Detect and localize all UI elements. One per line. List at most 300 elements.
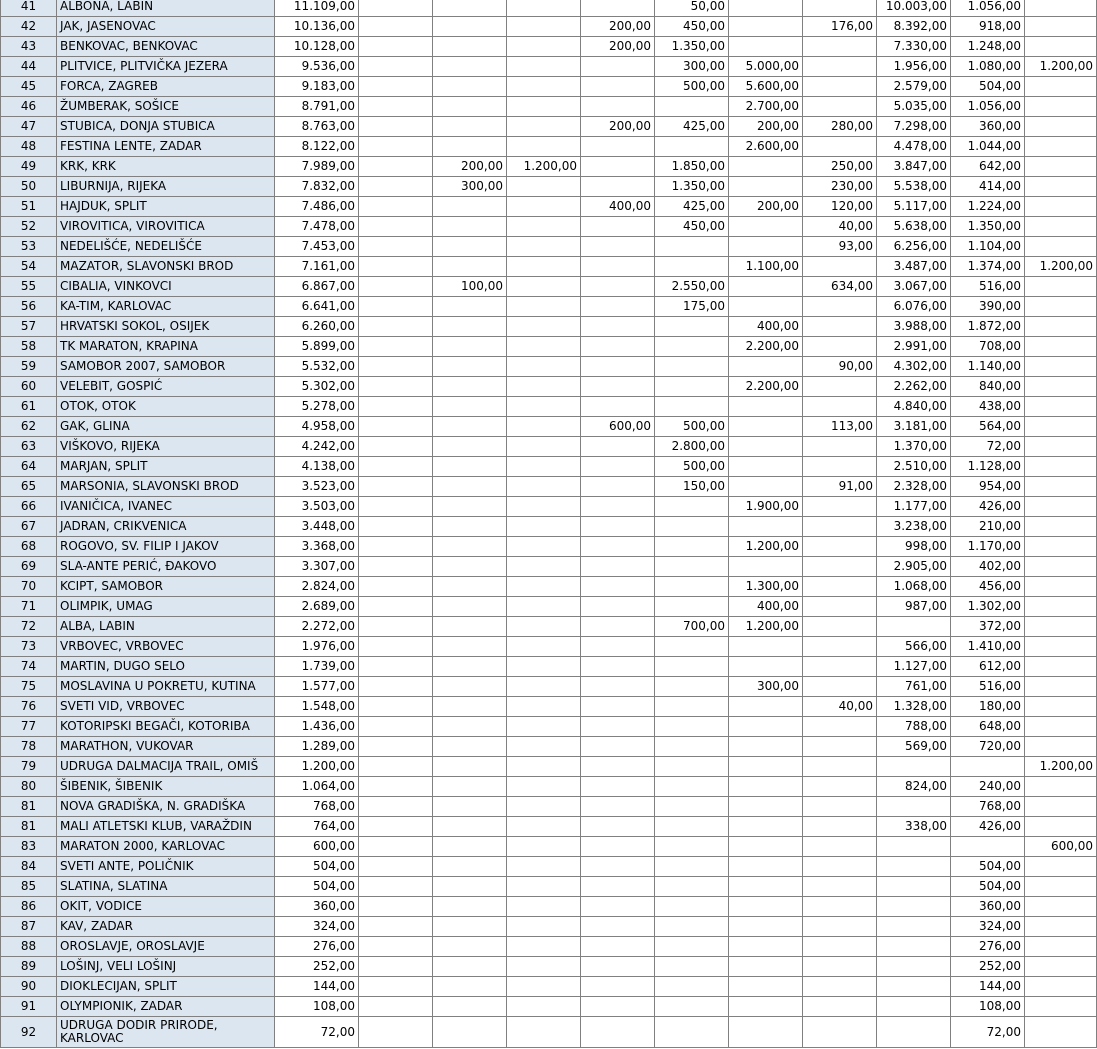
points-cell bbox=[877, 797, 951, 817]
rank-cell: 66 bbox=[1, 497, 57, 517]
points-cell bbox=[507, 497, 581, 517]
points-cell bbox=[507, 1017, 581, 1048]
total-points-cell: 1.064,00 bbox=[275, 777, 359, 797]
points-cell bbox=[359, 277, 433, 297]
points-cell bbox=[433, 137, 507, 157]
club-name-cell: MARATON 2000, KARLOVAC bbox=[57, 837, 275, 857]
points-cell: 2.328,00 bbox=[877, 477, 951, 497]
points-cell bbox=[507, 537, 581, 557]
points-cell bbox=[729, 817, 803, 837]
points-cell bbox=[433, 817, 507, 837]
points-cell bbox=[507, 77, 581, 97]
points-cell: 7.330,00 bbox=[877, 37, 951, 57]
points-cell bbox=[433, 377, 507, 397]
points-cell bbox=[581, 377, 655, 397]
points-cell bbox=[359, 997, 433, 1017]
points-cell: 300,00 bbox=[433, 177, 507, 197]
total-points-cell: 764,00 bbox=[275, 817, 359, 837]
points-cell: 998,00 bbox=[877, 537, 951, 557]
table-row bbox=[1, 137, 1097, 157]
total-points-cell: 768,00 bbox=[275, 797, 359, 817]
club-name-cell: MARATHON, VUKOVAR bbox=[57, 737, 275, 757]
points-cell: 569,00 bbox=[877, 737, 951, 757]
points-cell bbox=[433, 317, 507, 337]
points-cell bbox=[655, 237, 729, 257]
points-cell bbox=[729, 217, 803, 237]
club-name-cell: HRVATSKI SOKOL, OSIJEK bbox=[57, 317, 275, 337]
points-cell: 456,00 bbox=[951, 577, 1025, 597]
points-cell bbox=[581, 477, 655, 497]
total-points-cell: 8.122,00 bbox=[275, 137, 359, 157]
table-row bbox=[1, 857, 1097, 877]
points-cell bbox=[581, 537, 655, 557]
points-cell: 2.991,00 bbox=[877, 337, 951, 357]
points-cell bbox=[359, 0, 433, 17]
points-cell bbox=[1025, 877, 1097, 897]
points-cell bbox=[581, 817, 655, 837]
points-cell bbox=[581, 917, 655, 937]
club-name-cell: GAK, GLINA bbox=[57, 417, 275, 437]
points-cell bbox=[729, 0, 803, 17]
points-cell bbox=[1025, 157, 1097, 177]
points-cell bbox=[507, 797, 581, 817]
points-cell bbox=[803, 717, 877, 737]
points-cell bbox=[655, 917, 729, 937]
club-name-cell: SLA-ANTE PERIĆ, ĐAKOVO bbox=[57, 557, 275, 577]
points-cell bbox=[433, 217, 507, 237]
points-cell: 1.872,00 bbox=[951, 317, 1025, 337]
points-cell bbox=[655, 877, 729, 897]
points-cell bbox=[507, 817, 581, 837]
points-cell bbox=[803, 497, 877, 517]
points-cell bbox=[729, 637, 803, 657]
points-cell: 1.177,00 bbox=[877, 497, 951, 517]
points-cell bbox=[877, 977, 951, 997]
points-cell: 40,00 bbox=[803, 697, 877, 717]
table-row bbox=[1, 297, 1097, 317]
table-row bbox=[1, 897, 1097, 917]
points-cell bbox=[359, 877, 433, 897]
club-name-cell: VRBOVEC, VRBOVEC bbox=[57, 637, 275, 657]
total-points-cell: 7.989,00 bbox=[275, 157, 359, 177]
rank-cell: 46 bbox=[1, 97, 57, 117]
rank-cell: 84 bbox=[1, 857, 57, 877]
rank-cell: 42 bbox=[1, 17, 57, 37]
table-row bbox=[1, 97, 1097, 117]
total-points-cell: 7.453,00 bbox=[275, 237, 359, 257]
rank-cell: 85 bbox=[1, 877, 57, 897]
points-cell bbox=[655, 997, 729, 1017]
points-cell bbox=[359, 737, 433, 757]
points-cell bbox=[433, 877, 507, 897]
club-name-cell: STUBICA, DONJA STUBICA bbox=[57, 117, 275, 137]
points-cell bbox=[803, 857, 877, 877]
points-cell bbox=[655, 557, 729, 577]
points-cell bbox=[507, 577, 581, 597]
points-cell bbox=[359, 617, 433, 637]
club-name-cell: KOTORIPSKI BEGAČI, KOTORIBA bbox=[57, 717, 275, 737]
points-cell bbox=[729, 837, 803, 857]
points-cell bbox=[877, 897, 951, 917]
points-cell bbox=[507, 777, 581, 797]
points-cell bbox=[803, 537, 877, 557]
points-cell: 504,00 bbox=[951, 857, 1025, 877]
points-cell bbox=[581, 337, 655, 357]
rank-cell: 45 bbox=[1, 77, 57, 97]
points-cell bbox=[359, 457, 433, 477]
points-cell bbox=[655, 717, 729, 737]
points-cell bbox=[655, 377, 729, 397]
points-cell: 175,00 bbox=[655, 297, 729, 317]
table-row bbox=[1, 1017, 1097, 1048]
points-cell: 176,00 bbox=[803, 17, 877, 37]
points-cell: 324,00 bbox=[951, 917, 1025, 937]
points-cell bbox=[803, 57, 877, 77]
points-cell bbox=[877, 837, 951, 857]
points-cell bbox=[803, 457, 877, 477]
points-cell bbox=[359, 17, 433, 37]
total-points-cell: 7.486,00 bbox=[275, 197, 359, 217]
points-cell bbox=[729, 937, 803, 957]
points-cell bbox=[507, 337, 581, 357]
points-cell: 1.956,00 bbox=[877, 57, 951, 77]
table-row bbox=[1, 997, 1097, 1017]
points-cell bbox=[581, 897, 655, 917]
points-cell bbox=[507, 737, 581, 757]
points-cell bbox=[433, 397, 507, 417]
points-cell: 5.035,00 bbox=[877, 97, 951, 117]
points-cell bbox=[655, 537, 729, 557]
points-cell bbox=[877, 917, 951, 937]
club-name-cell: VIROVITICA, VIROVITICA bbox=[57, 217, 275, 237]
points-cell: 1.200,00 bbox=[507, 157, 581, 177]
points-cell bbox=[877, 1017, 951, 1048]
points-cell: 824,00 bbox=[877, 777, 951, 797]
club-name-cell: ALBONA, LABIN bbox=[57, 0, 275, 17]
points-cell: 2.600,00 bbox=[729, 137, 803, 157]
points-cell: 180,00 bbox=[951, 697, 1025, 717]
table-row bbox=[1, 677, 1097, 697]
points-cell bbox=[803, 0, 877, 17]
table-row bbox=[1, 217, 1097, 237]
points-cell bbox=[359, 857, 433, 877]
points-cell bbox=[507, 0, 581, 17]
points-cell: 50,00 bbox=[655, 0, 729, 17]
table-row bbox=[1, 757, 1097, 777]
points-cell bbox=[877, 957, 951, 977]
points-cell bbox=[581, 457, 655, 477]
points-cell bbox=[359, 897, 433, 917]
points-cell bbox=[1025, 477, 1097, 497]
total-points-cell: 3.368,00 bbox=[275, 537, 359, 557]
points-cell bbox=[359, 417, 433, 437]
points-cell bbox=[655, 977, 729, 997]
total-points-cell: 5.302,00 bbox=[275, 377, 359, 397]
points-cell bbox=[1025, 97, 1097, 117]
points-cell bbox=[359, 437, 433, 457]
rank-cell: 49 bbox=[1, 157, 57, 177]
club-name-cell: MARSONIA, SLAVONSKI BROD bbox=[57, 477, 275, 497]
points-cell bbox=[655, 1017, 729, 1048]
total-points-cell: 9.183,00 bbox=[275, 77, 359, 97]
rank-cell: 74 bbox=[1, 657, 57, 677]
points-cell bbox=[359, 297, 433, 317]
club-name-cell: OROSLAVJE, OROSLAVJE bbox=[57, 937, 275, 957]
points-cell: 1.100,00 bbox=[729, 257, 803, 277]
points-cell bbox=[729, 457, 803, 477]
rank-cell: 76 bbox=[1, 697, 57, 717]
points-cell: 4.840,00 bbox=[877, 397, 951, 417]
points-cell bbox=[655, 637, 729, 657]
points-cell bbox=[359, 697, 433, 717]
rank-cell: 83 bbox=[1, 837, 57, 857]
points-cell: 1.224,00 bbox=[951, 197, 1025, 217]
points-cell bbox=[1025, 1017, 1097, 1048]
points-cell bbox=[729, 557, 803, 577]
points-cell bbox=[803, 737, 877, 757]
club-name-cell: ROGOVO, SV. FILIP I JAKOV bbox=[57, 537, 275, 557]
points-cell: 500,00 bbox=[655, 77, 729, 97]
points-cell: 566,00 bbox=[877, 637, 951, 657]
points-cell bbox=[507, 397, 581, 417]
total-points-cell: 1.289,00 bbox=[275, 737, 359, 757]
points-cell: 1.248,00 bbox=[951, 37, 1025, 57]
rank-cell: 50 bbox=[1, 177, 57, 197]
points-cell bbox=[581, 557, 655, 577]
points-cell bbox=[507, 297, 581, 317]
table-row bbox=[1, 357, 1097, 377]
points-cell bbox=[433, 497, 507, 517]
total-points-cell: 11.109,00 bbox=[275, 0, 359, 17]
points-cell bbox=[581, 237, 655, 257]
points-cell bbox=[729, 177, 803, 197]
total-points-cell: 3.307,00 bbox=[275, 557, 359, 577]
points-cell: 500,00 bbox=[655, 457, 729, 477]
points-cell bbox=[433, 597, 507, 617]
points-cell: 360,00 bbox=[951, 897, 1025, 917]
club-name-cell: JAK, JASENOVAC bbox=[57, 17, 275, 37]
total-points-cell: 1.577,00 bbox=[275, 677, 359, 697]
points-cell bbox=[359, 97, 433, 117]
points-cell: 3.847,00 bbox=[877, 157, 951, 177]
table-row bbox=[1, 837, 1097, 857]
points-cell bbox=[1025, 37, 1097, 57]
points-cell bbox=[507, 517, 581, 537]
total-points-cell: 9.536,00 bbox=[275, 57, 359, 77]
points-cell bbox=[803, 817, 877, 837]
table-row bbox=[1, 637, 1097, 657]
points-cell: 6.076,00 bbox=[877, 297, 951, 317]
points-cell bbox=[359, 677, 433, 697]
total-points-cell: 1.739,00 bbox=[275, 657, 359, 677]
total-points-cell: 5.899,00 bbox=[275, 337, 359, 357]
points-cell bbox=[359, 197, 433, 217]
points-cell: 240,00 bbox=[951, 777, 1025, 797]
table-row bbox=[1, 177, 1097, 197]
points-cell bbox=[433, 257, 507, 277]
points-cell bbox=[803, 337, 877, 357]
points-cell bbox=[359, 217, 433, 237]
total-points-cell: 324,00 bbox=[275, 917, 359, 937]
points-cell bbox=[581, 577, 655, 597]
points-cell bbox=[803, 377, 877, 397]
points-cell: 2.200,00 bbox=[729, 377, 803, 397]
table-row bbox=[1, 977, 1097, 997]
club-name-cell: JADRAN, CRIKVENICA bbox=[57, 517, 275, 537]
points-cell: 90,00 bbox=[803, 357, 877, 377]
points-cell bbox=[655, 797, 729, 817]
points-cell bbox=[507, 417, 581, 437]
rank-cell: 51 bbox=[1, 197, 57, 217]
table-row bbox=[1, 717, 1097, 737]
points-cell: 1.350,00 bbox=[655, 37, 729, 57]
points-cell: 10.003,00 bbox=[877, 0, 951, 17]
points-cell: 768,00 bbox=[951, 797, 1025, 817]
club-name-cell: MOSLAVINA U POKRETU, KUTINA bbox=[57, 677, 275, 697]
points-cell bbox=[359, 977, 433, 997]
club-name-cell: OTOK, OTOK bbox=[57, 397, 275, 417]
points-cell bbox=[729, 737, 803, 757]
points-cell: 150,00 bbox=[655, 477, 729, 497]
points-cell bbox=[581, 257, 655, 277]
club-name-cell: NOVA GRADIŠKA, N. GRADIŠKA bbox=[57, 797, 275, 817]
points-cell bbox=[803, 637, 877, 657]
rank-cell: 52 bbox=[1, 217, 57, 237]
points-cell bbox=[433, 577, 507, 597]
points-cell bbox=[1025, 377, 1097, 397]
points-cell: 120,00 bbox=[803, 197, 877, 217]
club-name-cell: LOŠINJ, VELI LOŠINJ bbox=[57, 957, 275, 977]
points-cell bbox=[433, 957, 507, 977]
points-cell: 3.988,00 bbox=[877, 317, 951, 337]
rank-cell: 48 bbox=[1, 137, 57, 157]
points-cell: 2.579,00 bbox=[877, 77, 951, 97]
points-cell: 300,00 bbox=[729, 677, 803, 697]
total-points-cell: 10.128,00 bbox=[275, 37, 359, 57]
points-cell bbox=[433, 997, 507, 1017]
points-cell bbox=[433, 837, 507, 857]
points-cell bbox=[507, 57, 581, 77]
points-cell bbox=[433, 77, 507, 97]
points-cell bbox=[803, 617, 877, 637]
points-cell: 1.200,00 bbox=[729, 537, 803, 557]
table-row bbox=[1, 937, 1097, 957]
points-cell bbox=[803, 977, 877, 997]
points-cell bbox=[951, 757, 1025, 777]
points-cell bbox=[729, 357, 803, 377]
points-cell: 72,00 bbox=[951, 1017, 1025, 1048]
points-cell bbox=[803, 257, 877, 277]
points-cell: 1.080,00 bbox=[951, 57, 1025, 77]
points-cell bbox=[803, 997, 877, 1017]
points-cell: 372,00 bbox=[951, 617, 1025, 637]
points-cell bbox=[581, 717, 655, 737]
points-cell: 500,00 bbox=[655, 417, 729, 437]
points-cell: 360,00 bbox=[951, 117, 1025, 137]
rank-cell: 64 bbox=[1, 457, 57, 477]
points-cell bbox=[1025, 217, 1097, 237]
rank-cell: 55 bbox=[1, 277, 57, 297]
total-points-cell: 3.523,00 bbox=[275, 477, 359, 497]
points-cell: 564,00 bbox=[951, 417, 1025, 437]
points-cell bbox=[433, 197, 507, 217]
points-cell: 761,00 bbox=[877, 677, 951, 697]
points-cell bbox=[433, 17, 507, 37]
points-cell bbox=[655, 757, 729, 777]
total-points-cell: 4.958,00 bbox=[275, 417, 359, 437]
points-cell bbox=[359, 317, 433, 337]
club-name-cell: KAV, ZADAR bbox=[57, 917, 275, 937]
table-row bbox=[1, 657, 1097, 677]
points-cell: 8.392,00 bbox=[877, 17, 951, 37]
points-cell bbox=[655, 657, 729, 677]
total-points-cell: 360,00 bbox=[275, 897, 359, 917]
points-cell bbox=[507, 17, 581, 37]
points-cell: 93,00 bbox=[803, 237, 877, 257]
points-cell bbox=[433, 857, 507, 877]
points-cell bbox=[581, 637, 655, 657]
points-cell bbox=[655, 897, 729, 917]
points-cell bbox=[729, 917, 803, 937]
points-cell bbox=[803, 37, 877, 57]
points-cell bbox=[359, 837, 433, 857]
points-cell bbox=[803, 917, 877, 937]
points-cell bbox=[507, 437, 581, 457]
total-points-cell: 5.278,00 bbox=[275, 397, 359, 417]
club-name-cell: OLIMPIK, UMAG bbox=[57, 597, 275, 617]
points-cell bbox=[803, 77, 877, 97]
points-cell bbox=[581, 0, 655, 17]
points-cell bbox=[1025, 897, 1097, 917]
points-cell: 1.302,00 bbox=[951, 597, 1025, 617]
points-cell bbox=[655, 677, 729, 697]
club-name-cell: UDRUGA DALMACIJA TRAIL, OMIŠ bbox=[57, 757, 275, 777]
points-cell bbox=[433, 0, 507, 17]
points-cell bbox=[1025, 557, 1097, 577]
club-name-cell: MALI ATLETSKI KLUB, VARAŽDIN bbox=[57, 817, 275, 837]
rank-cell: 54 bbox=[1, 257, 57, 277]
points-cell bbox=[803, 317, 877, 337]
points-cell bbox=[359, 777, 433, 797]
points-cell: 2.550,00 bbox=[655, 277, 729, 297]
rank-cell: 65 bbox=[1, 477, 57, 497]
points-cell bbox=[581, 797, 655, 817]
table-row bbox=[1, 37, 1097, 57]
rank-cell: 80 bbox=[1, 777, 57, 797]
points-cell bbox=[359, 797, 433, 817]
points-cell bbox=[581, 677, 655, 697]
points-cell bbox=[433, 697, 507, 717]
points-cell bbox=[1025, 917, 1097, 937]
table-row bbox=[1, 197, 1097, 217]
points-cell bbox=[1025, 817, 1097, 837]
points-cell bbox=[507, 357, 581, 377]
points-cell: 700,00 bbox=[655, 617, 729, 637]
total-points-cell: 2.824,00 bbox=[275, 577, 359, 597]
total-points-cell: 276,00 bbox=[275, 937, 359, 957]
club-name-cell: MARTIN, DUGO SELO bbox=[57, 657, 275, 677]
points-cell bbox=[581, 357, 655, 377]
points-cell bbox=[803, 797, 877, 817]
total-points-cell: 4.138,00 bbox=[275, 457, 359, 477]
points-cell: 918,00 bbox=[951, 17, 1025, 37]
points-cell: 2.700,00 bbox=[729, 97, 803, 117]
points-cell: 1.370,00 bbox=[877, 437, 951, 457]
total-points-cell: 3.448,00 bbox=[275, 517, 359, 537]
points-cell bbox=[507, 757, 581, 777]
table-body bbox=[1, 0, 1097, 1048]
points-cell bbox=[359, 817, 433, 837]
